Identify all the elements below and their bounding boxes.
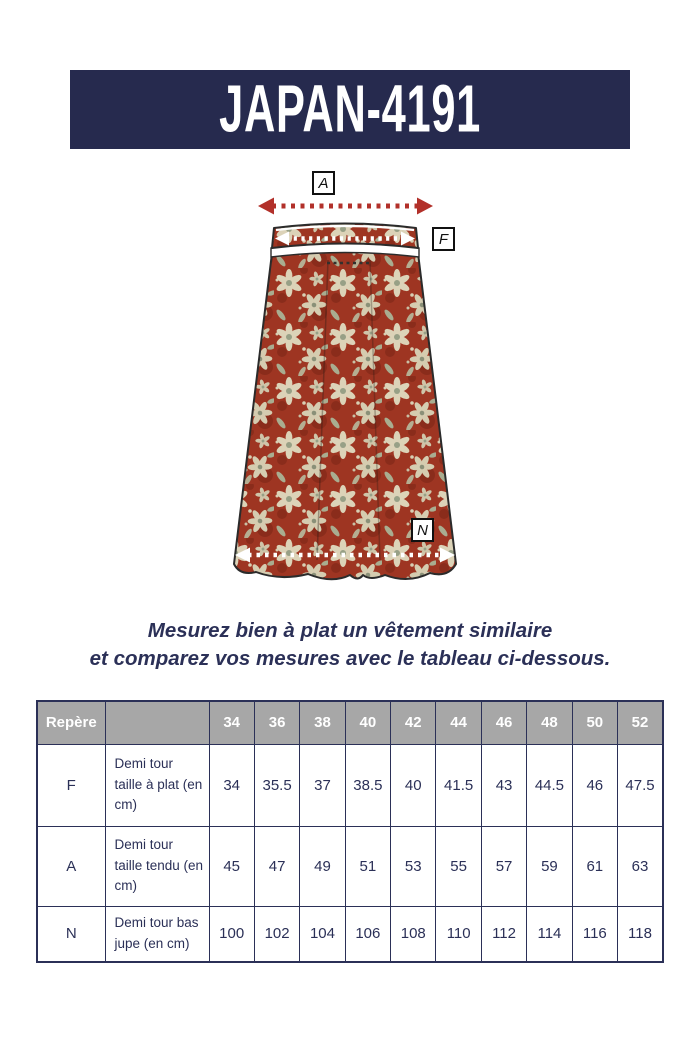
row-f-val-38: 37	[300, 744, 345, 826]
marker-letter-a: A	[318, 174, 329, 192]
row-a-val-34: 45	[209, 826, 254, 906]
size-table-header-row	[37, 701, 663, 744]
row-n-val-38: 104	[300, 906, 345, 962]
product-title-banner	[70, 70, 630, 149]
header-size-34: 34	[209, 701, 254, 744]
measure-instruction-line2: et comparez vos mesures avec le tableau ci-dessous.	[89, 647, 611, 671]
measurement-diagram	[220, 160, 480, 605]
table-row-n	[37, 906, 663, 962]
header-repere: Repère	[37, 701, 105, 744]
row-a-val-42: 53	[391, 826, 436, 906]
row-f-val-52: 47.5	[618, 744, 663, 826]
marker-letter-n: N	[417, 521, 428, 539]
table-row-f	[37, 744, 663, 826]
header-size-38: 38	[300, 701, 345, 744]
row-n-val-44: 110	[436, 906, 481, 962]
row-n-val-40: 106	[345, 906, 390, 962]
measure-instruction	[0, 617, 700, 674]
row-f-val-48: 44.5	[527, 744, 572, 826]
size-table-header	[37, 701, 663, 744]
row-f-val-50: 46	[572, 744, 617, 826]
row-f-code: F	[37, 744, 105, 826]
row-n-val-42: 108	[391, 906, 436, 962]
row-n-code: N	[37, 906, 105, 962]
row-a-val-48: 59	[527, 826, 572, 906]
row-n-val-52: 118	[618, 906, 663, 962]
row-n-val-34: 100	[209, 906, 254, 962]
row-f-val-46: 43	[481, 744, 526, 826]
row-a-code: A	[37, 826, 105, 906]
marker-letter-f: F	[438, 230, 449, 248]
marker-label-a	[312, 171, 335, 195]
row-a-label: Demi tour taille tendu (en cm)	[105, 826, 209, 906]
row-n-val-36: 102	[254, 906, 299, 962]
row-a-val-36: 47	[254, 826, 299, 906]
measure-instruction-line1: Mesurez bien à plat un vêtement similaire	[147, 619, 553, 642]
row-a-val-44: 55	[436, 826, 481, 906]
row-f-val-40: 38.5	[345, 744, 390, 826]
header-size-36: 36	[254, 701, 299, 744]
row-a-val-46: 57	[481, 826, 526, 906]
header-size-50: 50	[572, 701, 617, 744]
row-f-val-44: 41.5	[436, 744, 481, 826]
header-size-48: 48	[527, 701, 572, 744]
table-row-a	[37, 826, 663, 906]
header-size-40: 40	[345, 701, 390, 744]
header-size-46: 46	[481, 701, 526, 744]
row-f-label: Demi tour taille à plat (en cm)	[105, 744, 209, 826]
arrow-a-measure	[258, 198, 433, 215]
row-a-val-38: 49	[300, 826, 345, 906]
row-f-val-42: 40	[391, 744, 436, 826]
row-f-val-34: 34	[209, 744, 254, 826]
marker-label-f	[432, 227, 455, 251]
header-size-42: 42	[391, 701, 436, 744]
header-size-44: 44	[436, 701, 481, 744]
marker-label-n	[411, 518, 434, 542]
product-title: JAPAN-4191	[219, 71, 481, 147]
row-a-val-50: 61	[572, 826, 617, 906]
row-n-val-46: 112	[481, 906, 526, 962]
row-a-val-52: 63	[618, 826, 663, 906]
row-n-label: Demi tour bas jupe (en cm)	[105, 906, 209, 962]
row-n-val-48: 114	[527, 906, 572, 962]
header-size-52: 52	[618, 701, 663, 744]
size-table	[36, 700, 664, 963]
header-empty	[105, 701, 209, 744]
row-a-val-40: 51	[345, 826, 390, 906]
row-n-val-50: 116	[572, 906, 617, 962]
row-f-val-36: 35.5	[254, 744, 299, 826]
skirt-waistband	[272, 224, 418, 249]
